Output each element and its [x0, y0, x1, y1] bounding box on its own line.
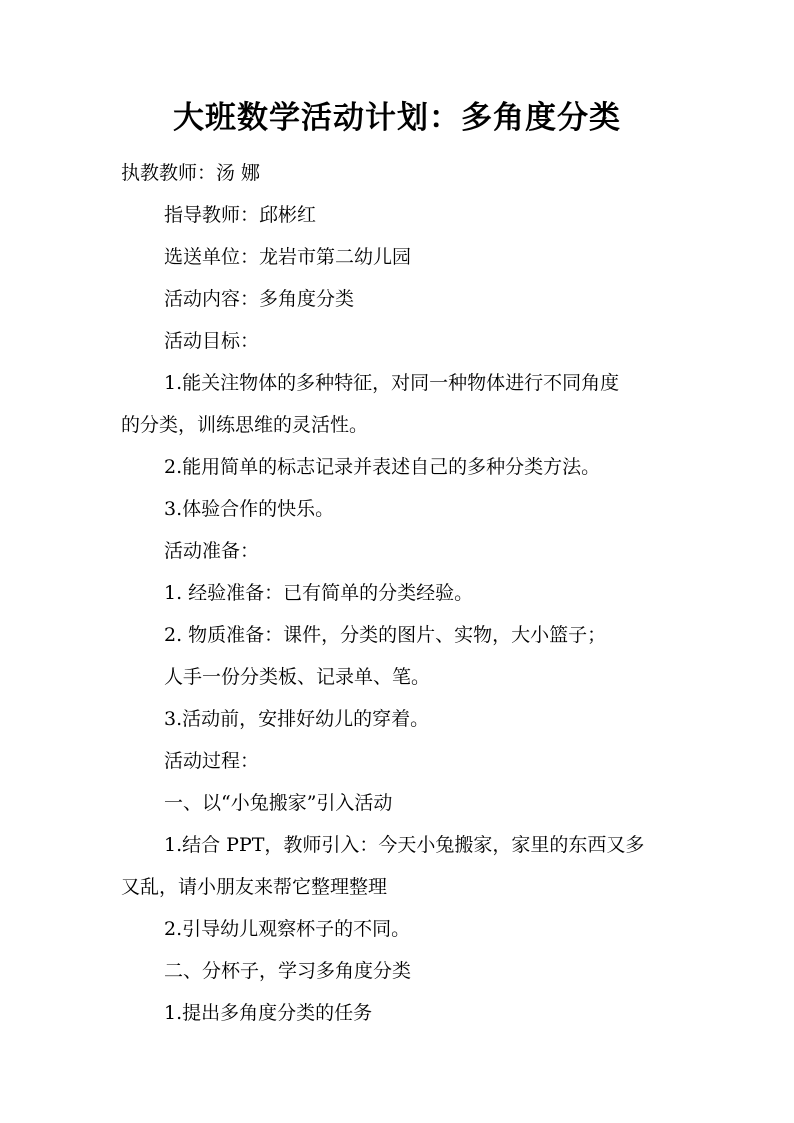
- content-line: 活动内容：多角度分类: [164, 288, 355, 310]
- section-heading-goals: 活动目标：: [164, 330, 260, 352]
- section-heading-process: 活动过程：: [164, 750, 260, 772]
- section-heading-preparation: 活动准备：: [164, 540, 260, 562]
- unit-line: 选送单位：龙岩市第二幼儿园: [164, 246, 412, 268]
- process-part-2-step-1: 1.提出多角度分类的任务: [164, 1002, 373, 1024]
- process-part-1-heading: 一、以“小兔搬家”引入活动: [164, 792, 393, 814]
- document-title: 大班数学活动计划：多角度分类: [173, 100, 621, 136]
- goal-item-2: 2.能用简单的标志记录并表述自己的多种分类方法。: [164, 456, 601, 478]
- prep-item-2-continued: 人手一份分类板、记录单、笔。: [164, 666, 431, 688]
- process-step-2: 2.引导幼儿观察杯子的不同。: [164, 918, 411, 940]
- supervisor-line: 指导教师：邱彬红: [164, 204, 317, 226]
- prep-item-1: 1. 经验准备：已有简单的分类经验。: [164, 582, 474, 604]
- goal-item-1-continued: 的分类，训练思维的灵活性。: [121, 414, 369, 436]
- process-step-1-continued: 又乱，请小朋友来帮它整理整理: [121, 876, 388, 898]
- prep-item-2: 2. 物质准备：课件，分类的图片、实物，大小篮子；: [164, 624, 607, 646]
- process-step-1: 1.结合 PPT，教师引入：今天小兔搬家，家里的东西又多: [164, 834, 645, 856]
- process-part-2-heading: 二、分杯子，学习多角度分类: [164, 960, 412, 982]
- prep-item-3: 3.活动前，安排好幼儿的穿着。: [164, 708, 430, 730]
- goal-item-3: 3.体验合作的快乐。: [164, 498, 335, 520]
- goal-item-1: 1.能关注物体的多种特征，对同一种物体进行不同角度: [164, 372, 620, 394]
- teacher-line: 执教教师：汤 娜: [121, 162, 261, 184]
